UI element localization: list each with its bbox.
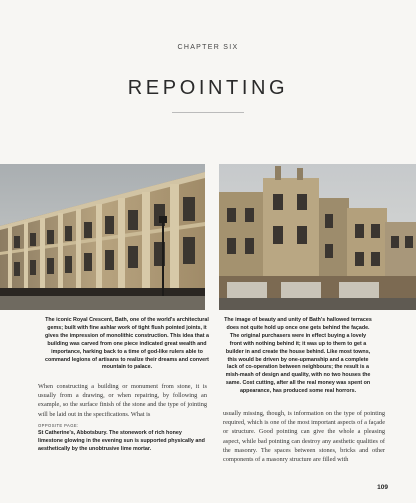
chapter-title: REPOINTING xyxy=(127,77,289,99)
chapter-label: CHAPTER SIX xyxy=(177,44,239,51)
royal-crescent-caption: The iconic Royal Crescent, Bath, one of the world's architectural gems; built with fine ashlar work of tight flush pointed joints, it gives the impression of monolithic construction. This idea that a building was carved from one piece indicated great wealth and importance, harking back to a time of god-like rulers able to command legions of artisans to realize their dreams and convert mountain to palace. xyxy=(45,317,209,371)
opposite-page-caption: St Catherine's, Abbotsbury. The stonework of rich honey limestone glowing in the evening sun is supported physically and aesthetically by the unobtrusive lime mortar. xyxy=(38,430,205,452)
terrace-rear-caption: The image of beauty and unity of Bath's hallowed terraces does not quite hold up once one gets behind the façade. The original purchasers were in effect buying a lovely front with nothing behind it; it was up to them to get a builder in and create the house behind. Like most towns, this would be driven by one-upmanship and a complete lack of co-operation between neighbours; the result is a mish-mash of design and quality, with no two houses the same. Cost cutting, after all the real money was spent on appearance, has produced some real horrors. xyxy=(224,317,372,395)
terrace-rear-illustration xyxy=(219,164,416,310)
opposite-page-label: OPPOSITE PAGE: xyxy=(38,423,79,428)
title-divider xyxy=(172,112,244,113)
royal-crescent-photo xyxy=(0,164,205,310)
page-number: 109 xyxy=(377,484,388,491)
royal-crescent-illustration xyxy=(0,164,205,310)
body-text-right-column: usually missing, though, is information on the type of pointing required, which is one of the most important aspects of a façade or structure. Good pointing can give the whole a pleasing aspect, while bad pointing can destroy any aesthetic qualities of the masonry. The spaces between stones, bricks and other components of a masonry structure are filled with xyxy=(223,410,385,464)
bath-terrace-rear-photo xyxy=(219,164,416,310)
body-text-left-column: When constructing a building or monument from stone, it is usually from a drawing, or when repairing, by following an example, so the surface finish of the stone and the type of jointing will be laid out in the specifications. What is xyxy=(38,383,207,418)
